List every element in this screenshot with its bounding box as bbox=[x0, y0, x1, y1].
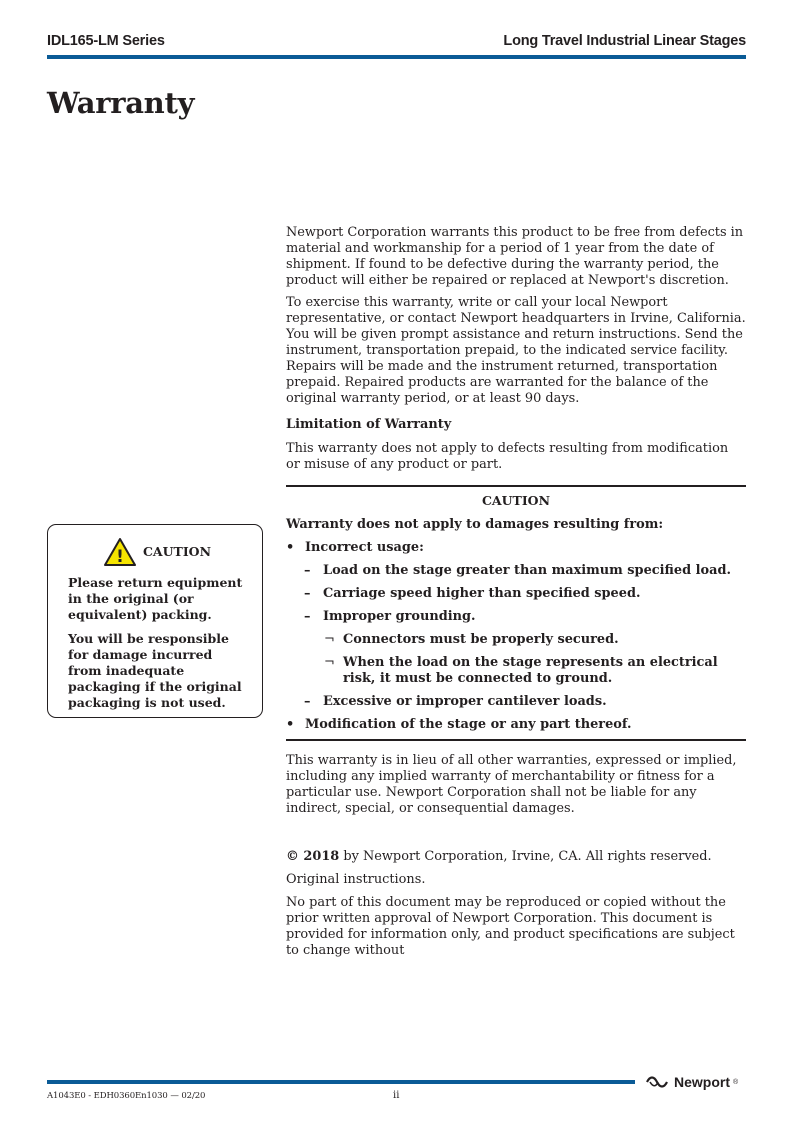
warranty-paragraph-2: To exercise this warranty, write or call your local Newport representative, or contact Newport headquarters in Irvine, California. You will be given prompt assistance and return instructions. Send the instrument, transportation prepaid, to the indicated service facility. Repairs will be made and the instrument returned, transportation prepaid. Repaired products are warranted for the balance of the original warranty period, or at least 90 days. bbox=[286, 295, 746, 406]
list-item-text: When the load on the stage represents an electrical risk, it must be connected to ground. bbox=[343, 655, 718, 686]
list-item-text: Load on the stage greater than maximum specified load. bbox=[323, 563, 731, 578]
registered-mark: ® bbox=[733, 1078, 739, 1086]
dash-mark: – bbox=[304, 609, 311, 624]
side-caution-box bbox=[47, 524, 263, 718]
sub-mark: ¬ bbox=[324, 655, 335, 670]
copyright-block bbox=[286, 849, 746, 959]
caution-block bbox=[286, 485, 746, 741]
copyright-year: © 2018 bbox=[286, 849, 340, 864]
list-item bbox=[286, 540, 746, 556]
warranty-paragraph-1: Newport Corporation warrants this product to be free from defects in material and workmanship for a period of 1 year from the date of shipment. If found to be defective during the warranty period, the product will either be repaired or replaced at Newport's discretion. bbox=[286, 225, 744, 288]
list-item bbox=[286, 694, 746, 710]
header-product: Long Travel Industrial Linear Stages bbox=[503, 33, 746, 49]
list-item-text: Incorrect usage: bbox=[305, 540, 424, 555]
copyright-line bbox=[286, 849, 746, 865]
footer-doc-code: A1043E0 - EDH0360En1030 — 02/20 bbox=[47, 1091, 206, 1101]
header-rule bbox=[47, 55, 746, 59]
main-column bbox=[286, 225, 746, 966]
caution-list bbox=[286, 540, 746, 733]
list-item-text: Connectors must be properly secured. bbox=[343, 632, 619, 647]
side-caution-header bbox=[68, 537, 246, 567]
limitation-heading: Limitation of Warranty bbox=[286, 417, 452, 432]
side-caution-paragraph-1: Please return equipment in the original (or equivalent) packing. bbox=[68, 575, 243, 622]
side-caution-title: CAUTION bbox=[142, 544, 211, 559]
side-caution-paragraph-2: You will be responsible for damage incurred from inadequate packaging if the original packaging is not used. bbox=[68, 631, 242, 710]
reproduction-notice: No part of this document may be reproduced or copied without the prior written approval of Newport Corporation. This document is provided for information only, and product specifications are subject to change without bbox=[286, 895, 735, 958]
list-item bbox=[286, 609, 746, 625]
caution-block-title: CAUTION bbox=[481, 493, 550, 508]
limitation-paragraph: This warranty does not apply to defects resulting from modification or misuse of any product or part. bbox=[286, 441, 729, 472]
list-item bbox=[286, 632, 746, 648]
list-item bbox=[286, 586, 746, 602]
list-item-text: Improper grounding. bbox=[323, 609, 476, 624]
caution-block-intro: Warranty does not apply to damages resulting from: bbox=[286, 517, 664, 532]
warning-mark: ! bbox=[116, 547, 124, 567]
original-instructions: Original instructions. bbox=[286, 872, 426, 887]
disclaimer-paragraph: This warranty is in lieu of all other warranties, expressed or implied, including any implied warranty of merchantability or fitness for a particular use. Newport Corporation shall not be liable for any indirect, special, or consequential damages. bbox=[286, 753, 737, 816]
list-item bbox=[286, 655, 746, 687]
list-item bbox=[286, 717, 746, 733]
dash-mark: – bbox=[304, 563, 311, 578]
bullet-mark: • bbox=[286, 717, 295, 732]
warning-triangle-icon bbox=[103, 537, 137, 567]
footer-rule bbox=[47, 1080, 635, 1084]
dash-mark: – bbox=[304, 694, 311, 709]
newport-wordmark: Newport bbox=[674, 1074, 730, 1090]
page-number: ii bbox=[393, 1090, 400, 1101]
newport-logo-icon bbox=[645, 1075, 671, 1089]
sub-mark: ¬ bbox=[324, 632, 335, 647]
list-item-text: Modification of the stage or any part thereof. bbox=[305, 717, 632, 732]
list-item bbox=[286, 563, 746, 579]
list-item-text: Carriage speed higher than specified speed. bbox=[323, 586, 641, 601]
list-item-text: Excessive or improper cantilever loads. bbox=[323, 694, 607, 709]
header-series: IDL165-LM Series bbox=[47, 33, 165, 49]
copyright-text: by Newport Corporation, Irvine, CA. All rights reserved. bbox=[339, 849, 712, 864]
bullet-mark: • bbox=[286, 540, 295, 555]
newport-logo bbox=[645, 1074, 738, 1090]
page-title: Warranty bbox=[47, 86, 195, 120]
dash-mark: – bbox=[304, 586, 311, 601]
